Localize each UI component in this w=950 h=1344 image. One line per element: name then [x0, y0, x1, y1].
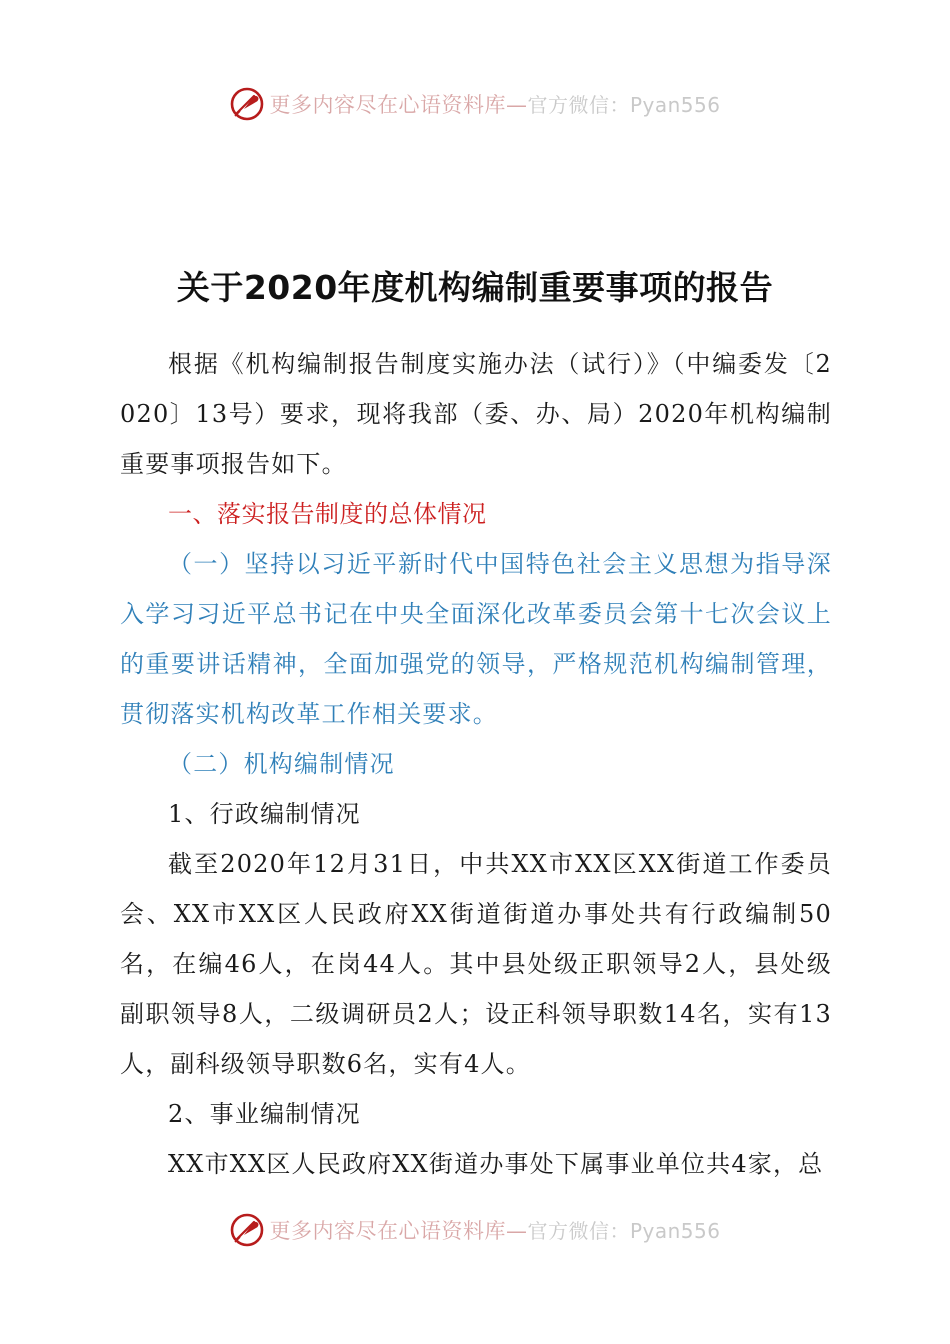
watermark-wechat: 官方微信：Pyan556: [527, 93, 721, 117]
watermark-dash: —: [505, 1219, 528, 1243]
watermark-main: 更多内容尽在心语资料库: [269, 1219, 506, 1243]
section-1-heading: 一、落实报告制度的总体情况: [168, 500, 487, 528]
item-2-paragraph: XX市XX区人民政府XX街道办事处下属事业单位共4家，总: [168, 1150, 824, 1178]
watermark-text: [269, 89, 720, 119]
watermark-text: [269, 1215, 720, 1245]
quill-pen-logo-icon: [229, 1212, 265, 1248]
subsection-2-heading: （二）机构编制情况: [168, 750, 395, 778]
document-title: 关于2020年度机构编制重要事项的报告: [176, 268, 774, 307]
watermark-wechat: 官方微信：Pyan556: [527, 1219, 721, 1243]
quill-pen-logo-icon: [229, 86, 265, 122]
item-1-heading: 1、行政编制情况: [168, 800, 361, 828]
header-watermark-banner: [0, 84, 950, 124]
watermark-dash: —: [505, 93, 528, 117]
subsection-1-paragraph: （一）坚持以习近平新时代中国特色社会主义思想为指导深入学习习近平总书记在中央全面深化改革委员会第十七次会议上的重要讲话精神，全面加强党的领导，严格规范机构编制管理，贯彻落实机构改革工作相关要求。: [120, 550, 832, 728]
item-2-heading: 2、事业编制情况: [168, 1100, 361, 1128]
intro-paragraph: 根据《机构编制报告制度实施办法（试行）》（中编委发〔2020〕13号）要求，现将我部（委、办、局）2020年机构编制重要事项报告如下。: [120, 350, 832, 478]
document-body: [120, 339, 832, 1189]
footer-watermark-banner: [0, 1210, 950, 1250]
watermark-main: 更多内容尽在心语资料库: [269, 93, 506, 117]
item-1-paragraph: 截至2020年12月31日，中共XX市XX区XX街道工作委员会、XX市XX区人民政府XX街道街道办事处共有行政编制50名，在编46人，在岗44人。其中县处级正职领导2人，县处级副职领导8人，二级调研员2人；设正科领导职数14名，实有13人，副科级领导职数6名，实有4人。: [120, 850, 832, 1078]
